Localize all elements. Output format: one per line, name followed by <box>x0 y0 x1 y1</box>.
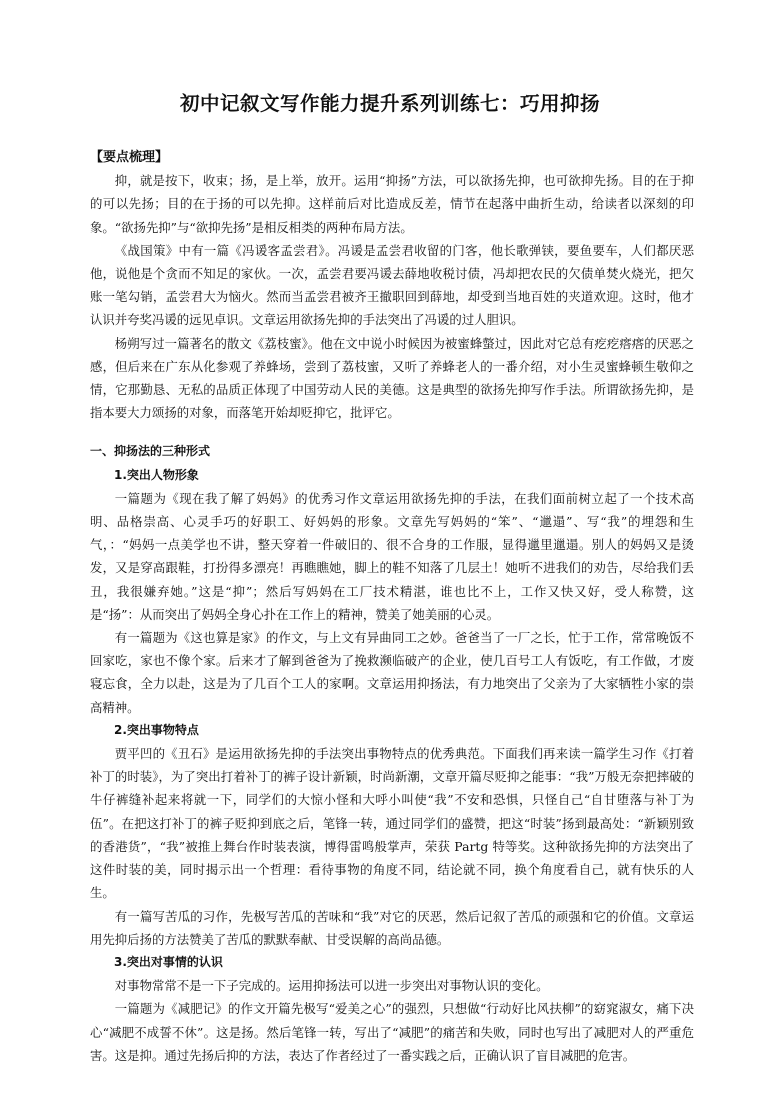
intro-paragraph: 《战国策》中有一篇《冯谖客孟尝君》。冯谖是孟尝君收留的门客，他长歌弹铗，要鱼要车，人们都厌恶他，说他是个贪而不知足的家伙。一次，孟尝君要冯谖去薛地收税讨债，冯却把农民的欠债单焚火烧光，把欠账一笔勾销，孟尝君大为恼火。然而当孟尝君被齐王撤职回到薛地，却受到当地百姓的夹道欢迎。这时，他才认识并夸奖冯谖的远见卓识。文章运用欲扬先抑的手法突出了冯谖的过人胆识。 <box>90 242 694 328</box>
body-paragraph: 有一篇写苦瓜的习作，先极写苦瓜的苦味和“我”对它的厌恶，然后记叙了苦瓜的顽强和它的价值。文章运用先抑后扬的方法赞美了苦瓜的默默奉献、甘受误解的高尚品德。 <box>90 908 694 947</box>
document-body <box>90 146 694 1067</box>
section-heading: 一、抑扬法的三种形式 <box>90 444 211 459</box>
subsection-heading: 1.突出人物形象 <box>114 467 199 482</box>
body-paragraph: 对事物常常不是一下子完成的。运用抑扬法可以进一步突出对事物认识的变化。 <box>114 978 549 994</box>
body-paragraph: 有一篇题为《这也算是家》的作文，与上文有异曲同工之妙。爸爸当了一厂之长，忙于工作，常常晚饭不回家吃，家也不像个家。后来才了解到爸爸为了挽救濒临破产的企业，使几百号工人有饭吃，有工作做，才废寝忘食，全力以赴，这是为了几百个工人的家啊。文章运用抑扬法，有力地突出了父亲为了大家牺牲小家的崇高精神。 <box>90 630 694 715</box>
subsection-heading: 3.突出对事情的认识 <box>114 954 223 969</box>
body-paragraph: 一篇题为《减肥记》的作文开篇先极写“爱美之心”的强烈，只想做“行动好比风扶柳”的窈窕淑女，痛下决心“减肥不成誓不休”。这是扬。然后笔锋一转，写出了“减肥”的痛苦和失败，同时也写出了减肥对人的严重危害。这是抑。通过先扬后抑的方法，表达了作者经过了一番实践之后，正确认识了盲目减肥的危害。 <box>90 1001 694 1063</box>
document-title: 初中记叙文写作能力提升系列训练七：巧用抑扬 <box>179 92 600 115</box>
intro-paragraph: 杨朔写过一篇著名的散文《荔枝蜜》。他在文中说小时候因为被蜜蜂螫过，因此对它总有疙疙瘩瘩的厌恶之感，但后来在广东从化参观了养蜂场，尝到了荔枝蜜，又听了养蜂老人的一番介绍，对小生灵蜜蜂顿生敬仰之情，它那勤恳、无私的品质正体现了中国劳动人民的美德。这是典型的欲扬先抑写作手法。所谓欲扬先抑，是指本要大力颂扬的对象，而落笔开始却贬抑它，批评它。 <box>90 335 694 421</box>
intro-paragraph: 抑，就是按下，收束；扬，是上举，放开。运用“抑扬”方法，可以欲扬先抑，也可欲抑先扬。目的在于抑的可以先扬；目的在于扬的可以先抑。这样前后对比造成反差，情节在起落中曲折生动，给读者以深刻的印象。“欲扬先抑”与“欲抑先扬”是相反相类的两种布局方法。 <box>90 173 694 235</box>
key-points-heading: 【要点梳理】 <box>90 150 169 165</box>
body-paragraph: 贾平凹的《丑石》是运用欲扬先抑的手法突出事物特点的优秀典范。下面我们再来读一篇学生习作《打着补丁的时装》，为了突出打着补丁的裤子设计新颖，时尚新潮，文章开篇尽贬抑之能事：“我”万般无奈把摔破的牛仔裤缝补起来将就一下，同学们的大惊小怪和大呼小叫使“我”不安和恐惧，只怪自己“自甘堕落与补丁为伍”。在把这打补丁的裤子贬抑到底之后，笔锋一转，通过同学们的盛赞，把这“时装”扬到最高处：“新颖别致的香港货”，“我”被推上舞台作时装表演，博得雷鸣般掌声，荣获 Partg 特等奖。这种欲扬先抑的方法突出了这件时装的美，同时揭示出一个哲理：看待事物的角度不同，结论就不同，换个角度看自己，就有快乐的人生。 <box>90 746 694 901</box>
subsection-heading: 2.突出事物特点 <box>114 722 199 737</box>
body-paragraph: 一篇题为《现在我了解了妈妈》的优秀习作文章运用欲扬先抑的手法，在我们面前树立起了一个技术高明、品格崇高、心灵手巧的好职工、好妈妈的形象。文章先写妈妈的“笨”、“邋遢”、写“我”的埋怨和生气，：“妈妈一点美学也不讲，整天穿着一件破旧的、很不合身的工作服，显得邋里邋遢。别人的妈妈又是烫发，又是穿高跟鞋，打扮得多漂亮！再瞧瞧她，脚上的鞋不知落了几层土！她听不进我们的劝告，尽给我们丢丑，我很嫌弃她。”这是“抑”；然后写妈妈在工厂技术精湛，谁也比不上，工作又快又好，受人称赞，这是“扬”：从而突出了妈妈全身心扑在工作上的精神，赞美了她美丽的心灵。 <box>90 490 694 622</box>
